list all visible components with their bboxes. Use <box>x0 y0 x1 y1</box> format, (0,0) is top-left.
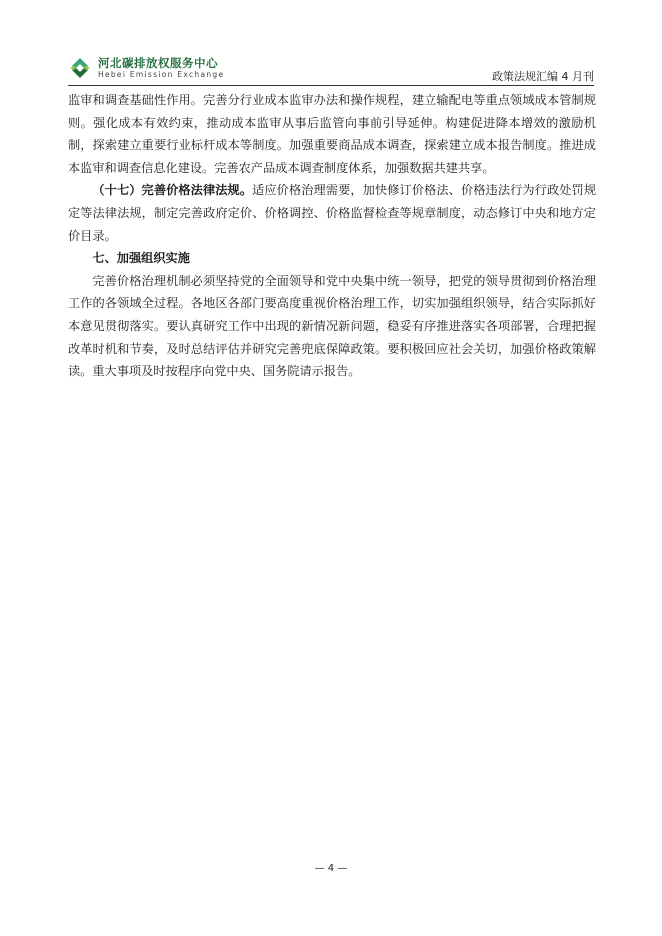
header-divider <box>68 85 594 86</box>
paragraph-organization: 完善价格治理机制必须坚持党的全面领导和党中央集中统一领导，把党的领导贯彻到价格治理工作的各领域全过程。各地区各部门要高度重视价格治理工作，切实加强组织领导，结合实际抓好本意见贯彻落实。要认真研究工作中出现的新情况新问题，稳妥有序推进落实各项部署，合理把握改革时机和节奏，及时总结评估并研究完善兜底保障政策。要积极回应社会关切，加强价格政策解读。重大事项及时按程序向党中央、国务院请示报告。 <box>68 273 596 379</box>
document-body <box>68 89 596 383</box>
paragraph-cost-supervision: 监审和调查基础性作用。完善分行业成本监审办法和操作规程，建立输配电等重点领域成本管制规则。强化成本有效约束，推动成本监审从事后监管向事前引导延伸。构建促进降本增效的激励机制，探索建立重要行业标杆成本等制度。加强重要商品成本调查，探索建立成本报告制度。推进成本监审和调查信息化建设。完善农产品成本调查制度体系，加强数据共建共享。 <box>68 93 596 175</box>
section-heading-7: 七、加强组织实施 <box>92 251 190 266</box>
page-header <box>68 54 594 88</box>
clause-heading-17: （十七）完善价格法律法规。 <box>92 183 253 198</box>
paragraph-price-law <box>68 179 596 247</box>
page-number: — 4 — <box>314 863 348 874</box>
brand-block <box>98 56 224 80</box>
org-name-cn: 河北碳排放权服务中心 <box>98 56 218 70</box>
hebei-emission-logo-icon <box>68 56 92 80</box>
org-name-en: Hebei Emission Exchange <box>98 70 225 79</box>
issue-title: 政策法规汇编 4 月刊 <box>492 70 594 83</box>
clause-text-17: 适应价格治理需要，加快修订价格法、价格违法行为行政处罚规定等法律法规，制定完善政府定价、价格调控、价格监督检查等规章制度，动态修订中央和地方定价目录。 <box>68 183 597 243</box>
